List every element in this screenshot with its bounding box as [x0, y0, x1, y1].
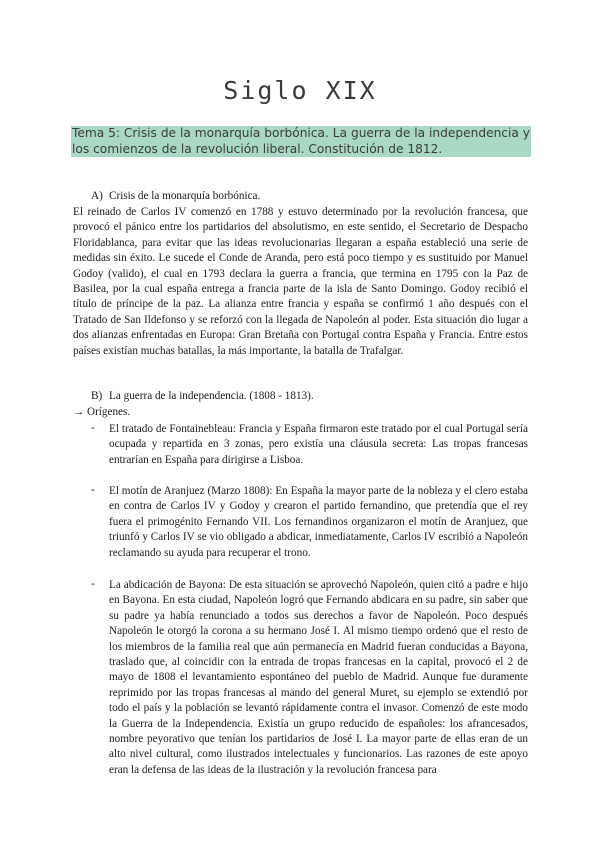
list-item-text: El tratado de Fontainebleau: Francia y España firmaron este tratado por el cual Portugal sería ocupada y repartida en 3 zonas, pero existía una cláusula secreta: Las tropas francesas entrarían en España para dirigirse a Lisboa. — [109, 423, 528, 466]
list-dash: - — [91, 484, 95, 496]
section-b-marker: B) — [91, 390, 103, 402]
section-b-heading — [91, 390, 314, 402]
section-b-title: La guerra de la independencia. (1808 - 1813). — [109, 390, 314, 402]
list-dash: - — [91, 578, 95, 590]
section-a-heading — [91, 190, 260, 202]
list-item-text: El motín de Aranjuez (Marzo 1808): En España la mayor parte de la nobleza y el clero estaba en contra de Carlos IV y Godoy y crearon el partido fernandino, que pretendía que el rey fuera el primogénito Fernando VII. Los fernandinos organizaron el motín de Aranjuez, que triunfó y Carlos IV se vio obligado a abdicar, inmediatamente, Carlos IV escribió a Napoleón reclamando su ayuda para recuperar el trono. — [109, 485, 528, 559]
list-item — [91, 578, 528, 778]
list-item — [91, 484, 528, 561]
section-a-paragraph: El reinado de Carlos IV comenzó en 1788 y estuvo determinado por la revolución francesa, que provocó el pánico entre los partidarios del absolutismo, en este sentido, el Secretario de Despacho Floridablanca, para evitar que las ideas revolucionarias llegaran a españa estableció una serie de medidas sin éxito. Le sucede el Conde de Aranda, pero está poco tiempo y es sustituido por Manuel Godoy (valido), el cual en 1793 declara la guerra a francia, que termina en 1795 con la Paz de Basilea, por la cual españa entrega a francia parte de la isla de Santo Domingo. Godoy recibió el título de príncipe de la paz. La alianza entre francia y españa se confirmó 1 año después con el Tratado de San Ildefonso y se reforzó con la llegada de Napoleón al poder. Esta situación dio lugar a dos alianzas enfrentadas en Europa: Gran Bretaña con Portugal contra España y Francia. Entre estos países existían muchas batallas, la más importante, la batalla de Trafalgar. — [73, 206, 528, 357]
section-b-subheading: → Orígenes. — [73, 406, 131, 418]
list-dash: - — [91, 422, 95, 434]
topic-banner: Tema 5: Crisis de la monarquía borbónica. La guerra de la independencia y los comienzos de la revolución liberal. Constitución de 1812. — [72, 126, 530, 156]
list-item — [91, 422, 528, 468]
section-a-title: Crisis de la monarquía borbónica. — [109, 190, 261, 202]
page-title: Siglo XIX — [223, 76, 377, 105]
list-item-text: La abdicación de Bayona: De esta situación se aprovechó Napoleón, quien citó a padre e hijo en Bayona. En esta ciudad, Napoleón logró que Fernando abdicara en su padre, sin saber que su padre ya había renunciado a todos sus derechos a favor de Napoleón. Poco después Napoleón le otorgó la corona a su hermano José I. Al mismo tiempo ordenó que el resto de los miembros de la familia real que aún permanecía en Madrid fueran conducidas a Bayona, traslado que, al coincidir con la entrada de tropas francesas en la capital, provocó el 2 de mayo de 1808 el levantamiento espontáneo del pueblo de Madrid. Aunque fue duramente reprimido por las tropas francesas al mando del general Muret, su ejemplo se extendió por todo el país y la población se levantó rápidamente contra el invasor. Comenzó de este modo la Guerra de la Independencia. Existía un grupo reducido de españoles: los afrancesados, nombre peyorativo que tenían los partidarios de José I. La mayor parte de ellas eran de un alto nivel cultural, como ilustrados intelectuales y funcionarios. Las razones de este apoyo eran la defensa de las ideas de la ilustración y la revolución francesa para — [109, 579, 528, 776]
section-a-marker: A) — [91, 190, 103, 202]
